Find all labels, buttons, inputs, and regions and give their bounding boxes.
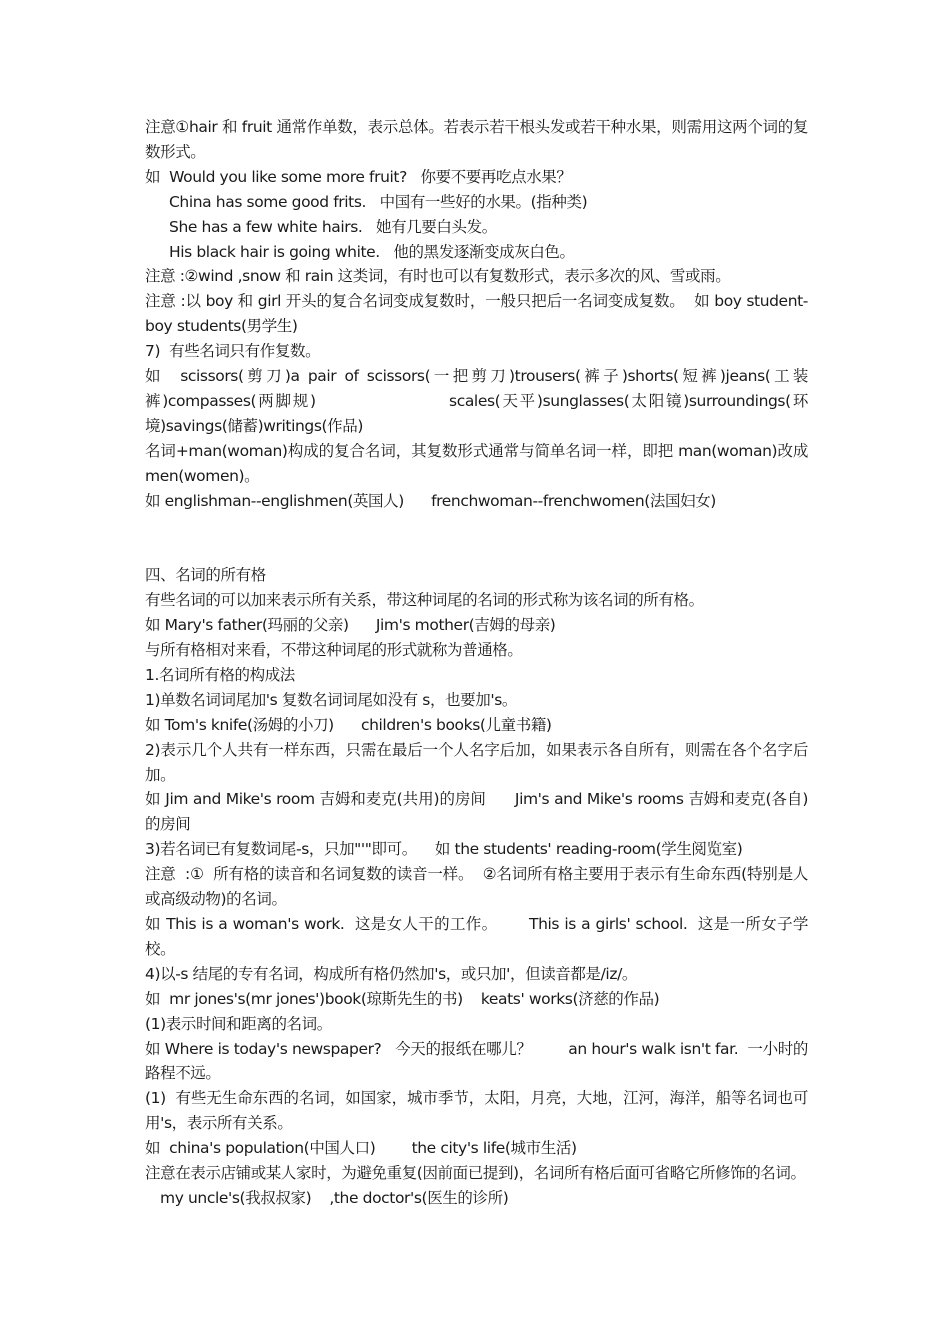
man-woman-compound-rule: 名词+man(woman)构成的复合名词，其复数形式通常与简单名词一样，即把 man(woman)改成 men(women)。 [145,441,813,485]
example-line: 如 Mary's father(玛丽的父亲) Jim's mother(吉姆的母亲) [145,616,556,635]
rule-2: 2)表示几个人共有一样东西，只需在最后一个人名字后加，如果表示各自所有，则需在各个名字后加。 [145,740,808,784]
example-line: 如 This is a woman's work. 这是女人干的工作。 This is a girls' school. 这是一所女子学校。 [145,914,808,958]
note-omission: 注意在表示店铺或某人家时，为避免重复(因前面已提到)，名词所有格后面可省略它所修饰的名词。 [145,1164,806,1183]
possessive-definition: 有些名词的可以加来表示所有关系，带这种词尾的名词的形式称为该名词的所有格。 [145,591,704,610]
note-compound-nouns: 注意 :以 boy 和 girl 开头的复合名词变成复数时，一般只把后一名词变成复数。 如 boy student-boy students(男学生) [145,292,808,336]
rule-inanimate: (1) 有些无生命东西的名词，如国家，城市季节，太阳，月亮，大地，江河，海洋，船等名词也可用's，表示所有关系。 [145,1089,808,1133]
example-line: 如 china's population(中国人口) the city's life(城市生活) [145,1139,577,1158]
rule-4: 4)以-s 结尾的专有名词，构成所有格仍然加's，或只加'，但读音都是/iz/。 [145,964,637,983]
section-heading-possessive: 四、名词的所有格 [145,566,266,585]
rule-3: 3)若名词已有复数词尾-s，只加"'"即可。 如 the students' reading-room(学生阅览室) [145,840,743,859]
example-line: my uncle's(我叔叔家) ,the doctor's(医生的诊所) [160,1188,509,1207]
rule-1: 1)单数名词词尾加's 复数名词词尾如没有 s，也要加's。 [145,690,518,709]
example-line: 如 Jim and Mike's room 吉姆和麦克(共用)的房间 Jim's and Mike's rooms 吉姆和麦克(各自)的房间 [145,790,808,834]
section-gap [145,514,808,564]
document-body [145,115,813,1211]
example-line: His black hair is going white. 他的黑发逐渐变成灰白色。 [169,242,575,261]
example-line: She has a few white hairs. 她有几要白头发。 [169,217,497,236]
rule-7-heading: 7) 有些名词只有作复数。 [145,342,321,361]
note-wind-snow-rain: 注意 :②wind ,snow 和 rain 这类词，有时也可以有复数形式，表示多次的风、雪或雨。 [145,267,731,286]
example-line: 如 mr jones's(mr jones')book(琼斯先生的书) keats' works(济慈的作品) [145,989,660,1008]
example-line: China has some good frits. 中国有一些好的水果。(指种类) [169,192,588,211]
subheading-formation: 1.名词所有格的构成法 [145,665,295,684]
rule-time-distance: (1)表示时间和距离的名词。 [145,1014,332,1033]
example-line: 如 englishman--englishmen(英国人) frenchwoman--frenchwomen(法国妇女) [145,491,716,510]
note-pronunciation: 注意 :① 所有格的读音和名词复数的读音一样。 ②名词所有格主要用于表示有生命东西(特别是人或高级动物)的名词。 [145,865,808,909]
plural-only-examples: 如 scissors(剪刀)a pair of scissors(一把剪刀)trousers(裤子)shorts(短裤)jeans(工装裤)compasses(两脚规) scales(天平)sunglasses(太阳镜)surroundings(环境)savings(储蓄)writings(作品) [145,367,808,435]
example-line: 如 Where is today's newspaper? 今天的报纸在哪儿？ an hour's walk isn't far. 一小时的路程不远。 [145,1039,808,1083]
example-line: 如 Tom's knife(汤姆的小刀) children's books(儿童书籍) [145,715,552,734]
example-line: 如 Would you like some more fruit? 你要不要再吃点水果？ [145,167,572,186]
common-case-definition: 与所有格相对来看，不带这种词尾的形式就称为普通格。 [145,641,523,660]
note-hair-fruit: 注意①hair 和 fruit 通常作单数，表示总体。若表示若干根头发或若干种水果，则需用这两个词的复数形式。 [145,118,808,161]
